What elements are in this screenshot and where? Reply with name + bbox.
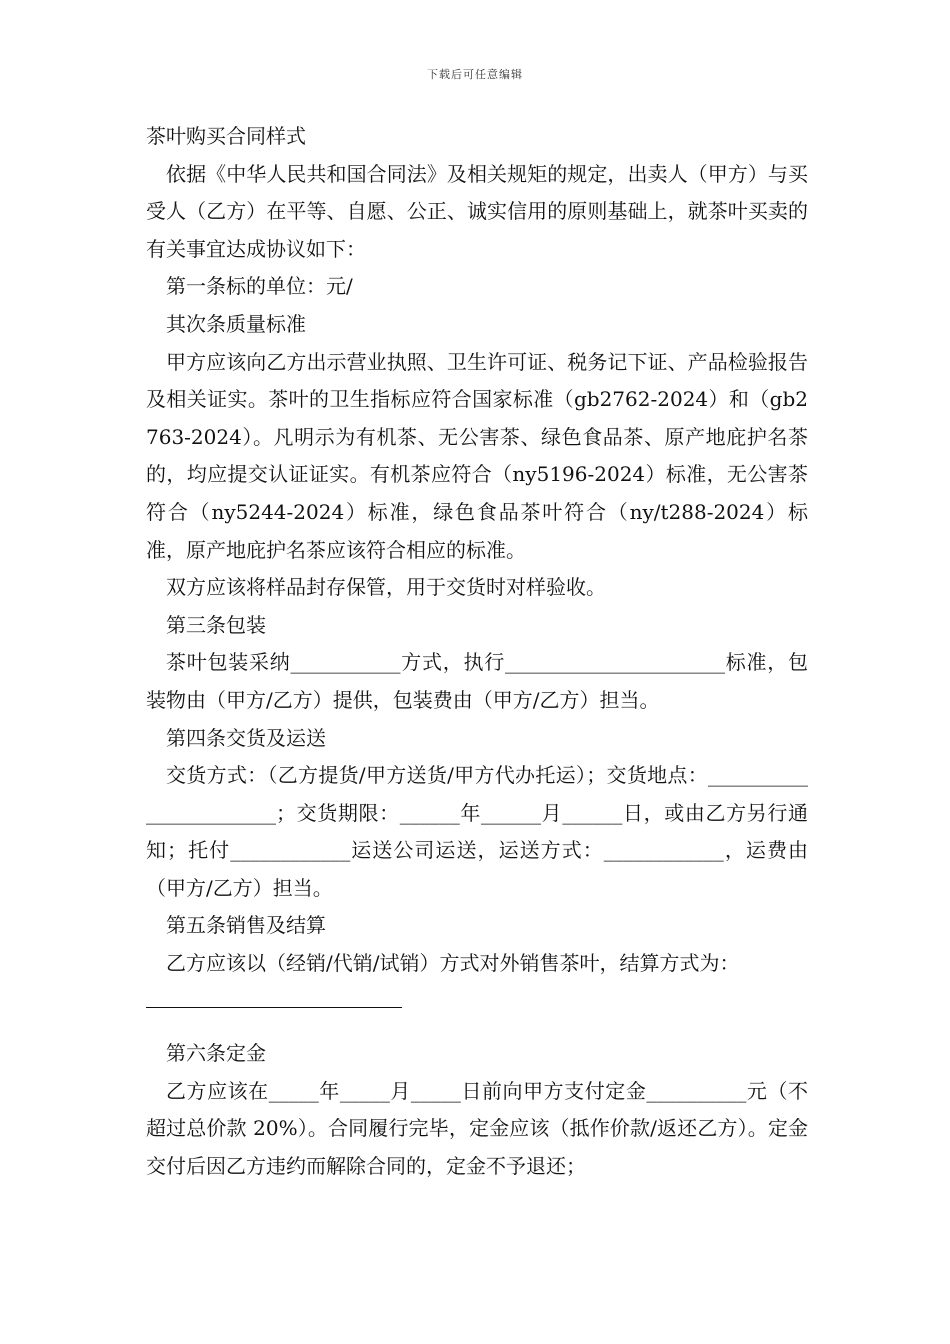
paragraph-gap [146,1020,808,1035]
settlement-method-blank [146,983,808,1021]
delivery-transport-paragraph: 交货方式：（乙方提货/甲方送货/甲方代办托运）；交货地点：_______________________；交货期限：______年______月______日，或由乙方另行通知；托付____________运送公司运送，运送方式：____________，运费由（甲方/乙方）担当。 [146,763,808,900]
article-six-heading: 第六条定金 [166,1041,266,1066]
sample-storage-paragraph: 双方应该将样品封存保管，用于交货时对样验收。 [166,575,606,600]
deposit-paragraph: 乙方应该在_____年_____月_____日前向甲方支付定金__________元（不超过总价款 20%）。合同履行完毕，定金应该（抵作价款/返还乙方）。定金交付后因乙方违约而解除合同的，定金不予退还； [146,1078,808,1179]
settlement-blank-line [146,1006,402,1008]
quality-standard-paragraph: 甲方应该向乙方出示营业执照、卫生许可证、税务记下证、产品检验报告及相关证实。茶叶的卫生指标应符合国家标准（gb2762-2024）和（gb2763-2024）。凡明示为有机茶、无公害茶、绿色食品茶、原产地庇护名茶的，均应提交认证证实。有机茶应符合（ny5196-2024）标准，无公害茶符合（ny5244-2024）标准，绿色食品茶叶符合（ny/t288-2024）标准，原产地庇护名茶应该符合相应的标准。 [146,349,808,562]
article-two-heading: 其次条质量标准 [166,311,306,336]
page-header: 下载后可任意编辑 [427,68,523,81]
article-three-heading: 第三条包装 [166,612,266,637]
article-one-heading: 第一条标的单位：元/ [166,274,353,299]
article-five-heading: 第五条销售及结算 [166,913,326,938]
paragraph-intro: 依据《中华人民共和国合同法》及相关规矩的规定，出卖人（甲方）与买受人（乙方）在平等、自愿、公正、诚实信用的原则基础上，就茶叶买卖的有关事宜达成协议如下： [146,161,808,261]
sales-settlement-paragraph: 乙方应该以（经销/代销/试销）方式对外销售茶叶，结算方式为： [166,951,740,976]
packaging-paragraph: 茶叶包装采纳___________方式，执行______________________标准，包装物由（甲方/乙方）提供，包装费由（甲方/乙方）担当。 [146,650,808,712]
document-title: 茶叶购买合同样式 [146,124,306,148]
document-content [146,118,808,1186]
article-four-heading: 第四条交货及运送 [166,725,326,750]
